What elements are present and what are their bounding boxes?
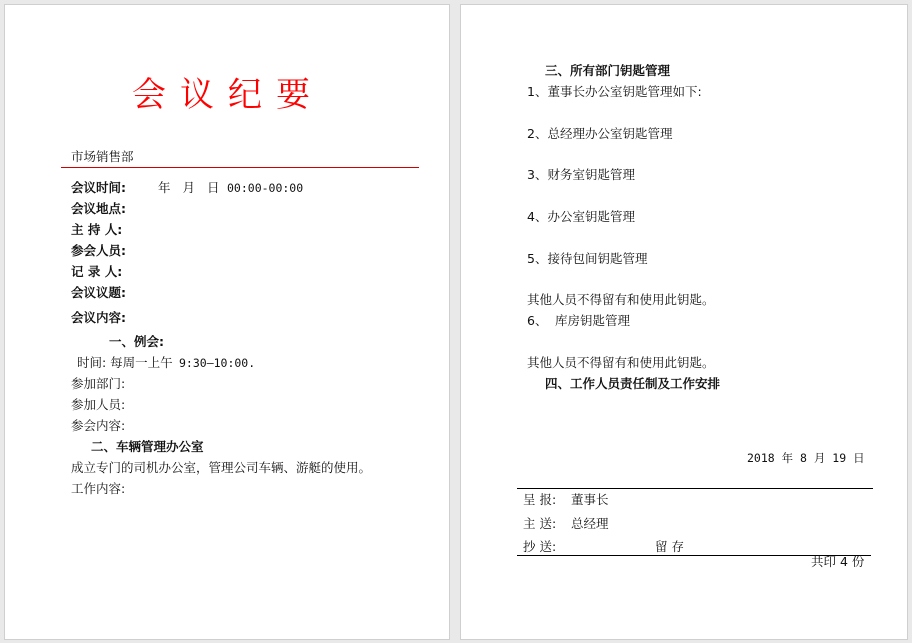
meeting-location-label: 会议地点: <box>71 201 126 216</box>
cc-value: 留 存 <box>655 539 684 554</box>
participating-depts-label: 参加部门: <box>71 376 126 391</box>
report-to-label: 呈 报: <box>523 492 557 507</box>
send-to-label: 主 送: <box>523 516 557 531</box>
work-content-label: 工作内容: <box>71 481 126 496</box>
section2-heading: 二、车辆管理办公室 <box>91 439 204 454</box>
key-item-5: 5、接待包间钥匙管理 <box>527 251 648 266</box>
report-to-value: 董事长 <box>571 492 609 507</box>
meeting-clock-value: 00:00-00:00 <box>227 181 304 195</box>
key-note-2: 其他人员不得留有和使用此钥匙。 <box>527 355 715 370</box>
key-item-1: 1、董事长办公室钥匙管理如下: <box>527 84 702 99</box>
document-page-right <box>460 4 908 640</box>
department-name: 市场销售部 <box>71 149 134 164</box>
recorder-label: 记 录 人: <box>71 264 123 279</box>
document-date: 2018 年 8 月 19 日 <box>747 451 865 465</box>
key-note-1: 其他人员不得留有和使用此钥匙。 <box>527 292 715 307</box>
section2-description: 成立专门的司机办公室，管理公司车辆、游艇的使用。 <box>71 460 372 475</box>
send-to-value: 总经理 <box>571 516 609 531</box>
participating-people-label: 参加人员: <box>71 397 126 412</box>
footer-top-rule <box>517 488 873 489</box>
document-page-left <box>4 4 450 640</box>
key-item-6-number: 6、 <box>527 313 548 328</box>
key-item-2: 2、总经理办公室钥匙管理 <box>527 126 673 141</box>
copies-printed: 共印 4 份 <box>811 554 865 569</box>
section4-heading: 四、工作人员责任制及工作安排 <box>545 376 721 391</box>
attendees-label: 参会人员: <box>71 243 126 258</box>
section1-heading: 一、例会: <box>109 334 164 349</box>
meeting-topic-label: 会议议题: <box>71 285 126 300</box>
meeting-time-label: 会议时间: <box>71 180 126 195</box>
section1-time-label: 时间: 每周一上午 <box>77 355 173 370</box>
participating-content-label: 参会内容: <box>71 418 126 433</box>
meeting-date-value: 年 月 日 <box>158 180 220 195</box>
key-item-6: 库房钥匙管理 <box>555 313 631 328</box>
document-title: 会议纪要 <box>132 75 324 115</box>
header-red-rule <box>61 167 419 168</box>
section3-heading: 三、所有部门钥匙管理 <box>545 63 671 78</box>
meeting-content-label: 会议内容: <box>71 310 126 325</box>
key-item-4: 4、办公室钥匙管理 <box>527 209 635 224</box>
host-label: 主 持 人: <box>71 222 123 237</box>
section1-time-value: 9:30—10:00. <box>179 356 256 370</box>
cc-label: 抄 送: <box>523 539 557 554</box>
key-item-3: 3、财务室钥匙管理 <box>527 167 635 182</box>
